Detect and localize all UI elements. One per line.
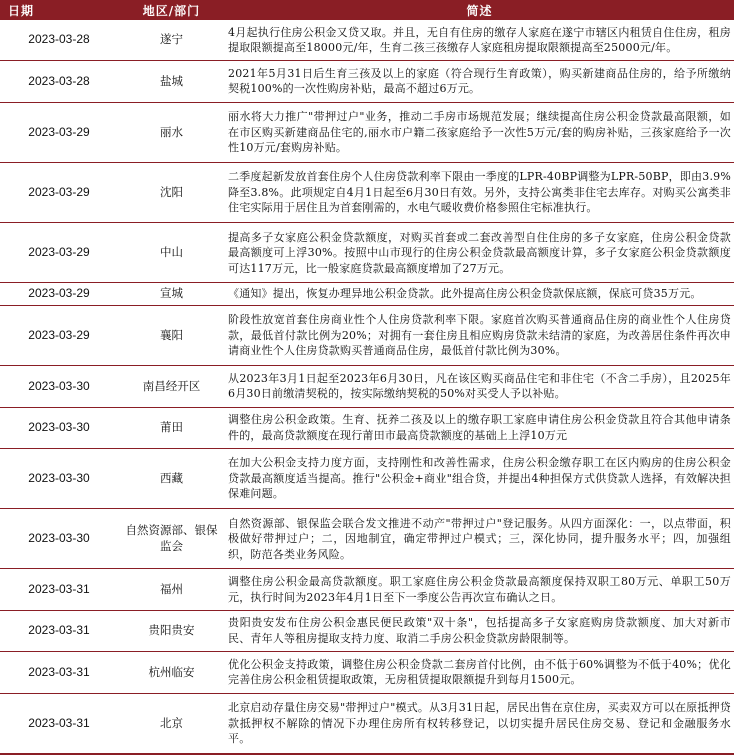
table-row [0, 61, 734, 102]
table-row [0, 20, 734, 61]
header-description: 简述 [225, 0, 734, 20]
description-cell: 优化公积金支持政策，调整住房公积金贷款二套房首付比例，由不低于60%调整为不低于40%；优化完善住房公积金租赁提取政策，无房租赁提取限额提升到每月1500元。 [225, 652, 734, 693]
description-cell: 调整住房公积金最高贷款额度。职工家庭住房公积金贷款最高额度保持双职工80万元、单职工50万元，执行时间为2023年4月1日至下一季度公告再次宣布确认之日。 [225, 569, 734, 610]
region-cell: 中山 [118, 223, 225, 283]
table-row [0, 693, 734, 754]
region-cell: 丽水 [118, 102, 225, 162]
description-cell: 从2023年3月1日起至2023年6月30日，凡在该区购买商品住宅和非住宅（不含二手房），且2025年6月30日前缴清契税的，按实际缴纳契税的50%对买受人予以补贴。 [225, 366, 734, 407]
table-row [0, 283, 734, 306]
description-cell: 二季度起新发放首套住房个人住房贷款利率下限由一季度的LPR-40BP调整为LPR-50BP，即由3.9%降至3.8%。此项规定自4月1日起至6月30日有效。另外，支持公寓类非住宅去库存。对购买公寓类非住宅实际用于居住且为首套刚需的，水电气暖收费价格参照住宅标准执行。 [225, 162, 734, 222]
date-cell: 2023-03-29 [0, 162, 118, 222]
table-header [0, 0, 734, 20]
header-date: 日期 [0, 0, 118, 20]
description-cell: 《通知》提出，恢复办理异地公积金贷款。此外提高住房公积金贷款保底额，保底可贷35万元。 [225, 283, 734, 306]
description-cell: 北京启动存量住房交易"带押过户"模式。从3月31日起，居民出售在京住房，买卖双方可以在原抵押贷款抵押权不解除的情况下办理住房所有权转移登记，以切实提升居民住房交易、登记和金融服务水平。 [225, 693, 734, 754]
region-cell: 遂宁 [118, 20, 225, 61]
description-cell: 自然资源部、银保监会联合发文推进不动产"带押过户"登记服务。从四方面深化：一，以点带面，积极做好带押过户；二，因地制宜，确定带押过户模式；三，深化协同，提升服务水平；四，加强组织，防范各类业务风险。 [225, 509, 734, 569]
date-cell: 2023-03-28 [0, 20, 118, 61]
table-row [0, 305, 734, 365]
region-cell: 贵阳贵安 [118, 610, 225, 651]
table-row [0, 652, 734, 693]
date-cell: 2023-03-31 [0, 610, 118, 651]
date-cell: 2023-03-29 [0, 283, 118, 306]
table-row [0, 509, 734, 569]
region-cell: 自然资源部、银保监会 [118, 509, 225, 569]
table-row [0, 102, 734, 162]
date-cell: 2023-03-31 [0, 693, 118, 754]
description-cell: 调整住房公积金政策。生育、抚养二孩及以上的缴存职工家庭申请住房公积金贷款且符合其他申请条件的，最高贷款额度在现行莆田市最高贷款额度的基础上上浮10万元 [225, 407, 734, 448]
region-cell: 南昌经开区 [118, 366, 225, 407]
description-cell: 4月起执行住房公积金又贷又取。并且，无自有住房的缴存人家庭在遂宁市辖区内租赁自住住房，租房提取限额提高至18000元/年，生育二孩三孩缴存人家庭租房提取限额提高至25000元/年。 [225, 20, 734, 61]
region-cell: 宣城 [118, 283, 225, 306]
region-cell: 沈阳 [118, 162, 225, 222]
date-cell: 2023-03-29 [0, 305, 118, 365]
date-cell: 2023-03-30 [0, 407, 118, 448]
region-cell: 北京 [118, 693, 225, 754]
date-cell: 2023-03-30 [0, 366, 118, 407]
table-row [0, 448, 734, 508]
region-cell: 西藏 [118, 448, 225, 508]
region-cell: 盐城 [118, 61, 225, 102]
region-cell: 福州 [118, 569, 225, 610]
date-cell: 2023-03-31 [0, 569, 118, 610]
table-row [0, 223, 734, 283]
description-cell: 提高多子女家庭公积金贷款额度，对购买首套或二套改善型自住住房的多子女家庭，住房公积金贷款最高额度可上浮30%。按照中山市现行的住房公积金贷款最高额度计算，多子女家庭公积金贷款额度可达117万元，比一般家庭贷款最高额度增加了27万元。 [225, 223, 734, 283]
table-body [0, 20, 734, 754]
table-row [0, 162, 734, 222]
table-row [0, 610, 734, 651]
date-cell: 2023-03-29 [0, 102, 118, 162]
date-cell: 2023-03-30 [0, 509, 118, 569]
description-cell: 丽水将大力推广"带押过户"业务，推动二手房市场规范发展；继续提高住房公积金贷款最高限额，如在市区购买新建商品住宅的,丽水市户籍二孩家庭给予一次性5万元/套的购房补贴，三孩家庭给予一次性10万元/套购房补贴。 [225, 102, 734, 162]
description-cell: 阶段性放宽首套住房商业性个人住房贷款利率下限。家庭首次购买普通商品住房的商业性个人住房贷款，最低首付款比例为20%；对拥有一套住房且相应购房贷款未结清的家庭，为改善居住条件再次申请商业性个人住房贷款购买普通商品住房，最低首付款比例为30%。 [225, 305, 734, 365]
description-cell: 2021年5月31日后生育三孩及以上的家庭（符合现行生育政策），购买新建商品住房的，给予所缴纳契税100%的一次性购房补贴，最高不超过6万元。 [225, 61, 734, 102]
date-cell: 2023-03-29 [0, 223, 118, 283]
table-row [0, 366, 734, 407]
date-cell: 2023-03-28 [0, 61, 118, 102]
date-cell: 2023-03-30 [0, 448, 118, 508]
date-cell: 2023-03-31 [0, 652, 118, 693]
region-cell: 杭州临安 [118, 652, 225, 693]
table-row [0, 569, 734, 610]
header-region: 地区/部门 [118, 0, 225, 20]
description-cell: 在加大公积金支持力度方面，支持刚性和改善性需求，住房公积金缴存职工在区内购房的住房公积金贷款最高额度适当提高。推行"公积金+商业"组合贷，并提出4种担保方式供贷款人选择，有效解决担保难问题。 [225, 448, 734, 508]
table-row [0, 407, 734, 448]
region-cell: 莆田 [118, 407, 225, 448]
region-cell: 襄阳 [118, 305, 225, 365]
description-cell: 贵阳贵安发布住房公积金惠民便民政策"双十条"，包括提高多子女家庭购房贷款额度、加大对新市民、青年人等租房提取支持力度、取消二手房公积金贷款房龄限制等。 [225, 610, 734, 651]
